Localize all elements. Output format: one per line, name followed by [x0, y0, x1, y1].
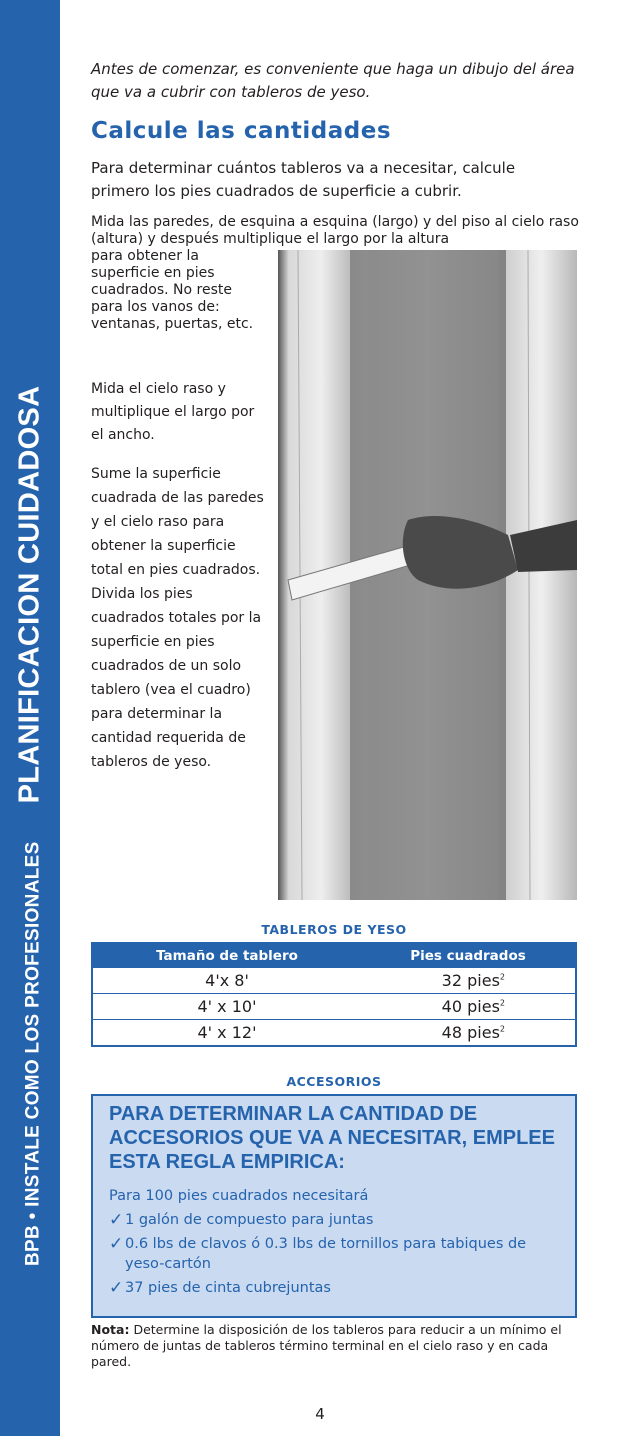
list-item: ✓ 1 galón de compuesto para juntas — [109, 1210, 374, 1230]
note-text: Determine la disposición de los tableros para reducir a un mínimo el número de juntas de tableros término terminal en el cielo raso y en cada pared. — [91, 1322, 562, 1369]
table-row — [93, 1019, 575, 1045]
cell-size: 4' x 12' — [197, 1023, 257, 1042]
paragraph-1: Para determinar cuántos tableros va a necesitar, calcule primero los pies cuadrados de superficie a cubrir. — [91, 159, 516, 200]
cell-size: 4'x 8' — [205, 971, 249, 990]
cell-size: 4' x 10' — [197, 997, 257, 1016]
cell-area: 48 pies$^2$ — [441, 1023, 505, 1042]
cell-area: 32 pies$^2$ — [441, 971, 505, 990]
paragraph-2-rest: para obtener la superficie en pies cuadrados. No reste para los vanos de: ventanas, puertas, etc. — [91, 248, 254, 332]
paragraph-4: Sume la superficie cuadrada de las paredes y el cielo raso para obtener la superficie total en pies cuadrados. Divida los pies cuadrados totales por la superficie en pies cuadrados de un solo tablero (vea el cuadro) para determinar la cantidad requerida de tableros de yeso. — [91, 466, 264, 770]
sidebar-band — [0, 0, 60, 1436]
note-label: Nota: — [91, 1322, 130, 1337]
sidebar-title — [14, 386, 47, 1266]
accessories-title: ACCESORIOS — [286, 1074, 382, 1089]
checkmark-icon: ✓ — [109, 1210, 124, 1230]
note — [91, 1322, 581, 1370]
table-row — [93, 993, 575, 1019]
list-item: ✓ 0.6 lbs de clavos ó 0.3 lbs de tornillos para tabiques de yeso-cartón — [109, 1234, 527, 1272]
checkmark-icon: ✓ — [109, 1278, 124, 1298]
cell-area: 40 pies$^2$ — [441, 997, 505, 1016]
measuring-photo — [278, 250, 577, 900]
table-title: TABLEROS DE YESO — [261, 922, 407, 937]
checkmark-icon: ✓ — [109, 1234, 124, 1254]
page-heading: Calcule las cantidades — [91, 118, 392, 144]
section-title: PLANIFICACION CUIDADOSA — [13, 385, 46, 804]
accessories-list — [109, 1210, 561, 1298]
column-header-area: Pies cuadrados — [410, 948, 526, 964]
paragraph-3: Mida el cielo raso y multiplique el largo por el ancho. — [91, 381, 255, 443]
table-body — [93, 968, 575, 1045]
list-item: ✓ 37 pies de cinta cubrejuntas — [109, 1278, 331, 1298]
table-row — [93, 968, 575, 993]
accessories-intro: Para 100 pies cuadrados necesitará — [109, 1188, 369, 1204]
paragraph-2-top: Mida las paredes, de esquina a esquina (largo) y del piso al cielo raso (altura) y después multiplique el largo por la altura — [91, 214, 579, 247]
intro-text: Antes de comenzar, es conveniente que haga un dibujo del área que va a cubrir con tableros de yeso. — [91, 60, 575, 101]
page-number: 4 — [315, 1405, 325, 1423]
sidebar-prefix: BPB • INSTALE COMO LOS PROFESIONALES — [22, 841, 44, 1266]
accessories-heading: PARA DETERMINAR LA CANTIDAD DE ACCESORIOS QUE VA A NECESITAR, EMPLEE ESTA REGLA EMPIRICA: — [109, 1103, 555, 1173]
table-header — [93, 944, 575, 968]
drywall-table — [91, 942, 577, 1047]
accessories-box — [91, 1094, 577, 1318]
column-header-size: Tamaño de tablero — [156, 948, 298, 964]
